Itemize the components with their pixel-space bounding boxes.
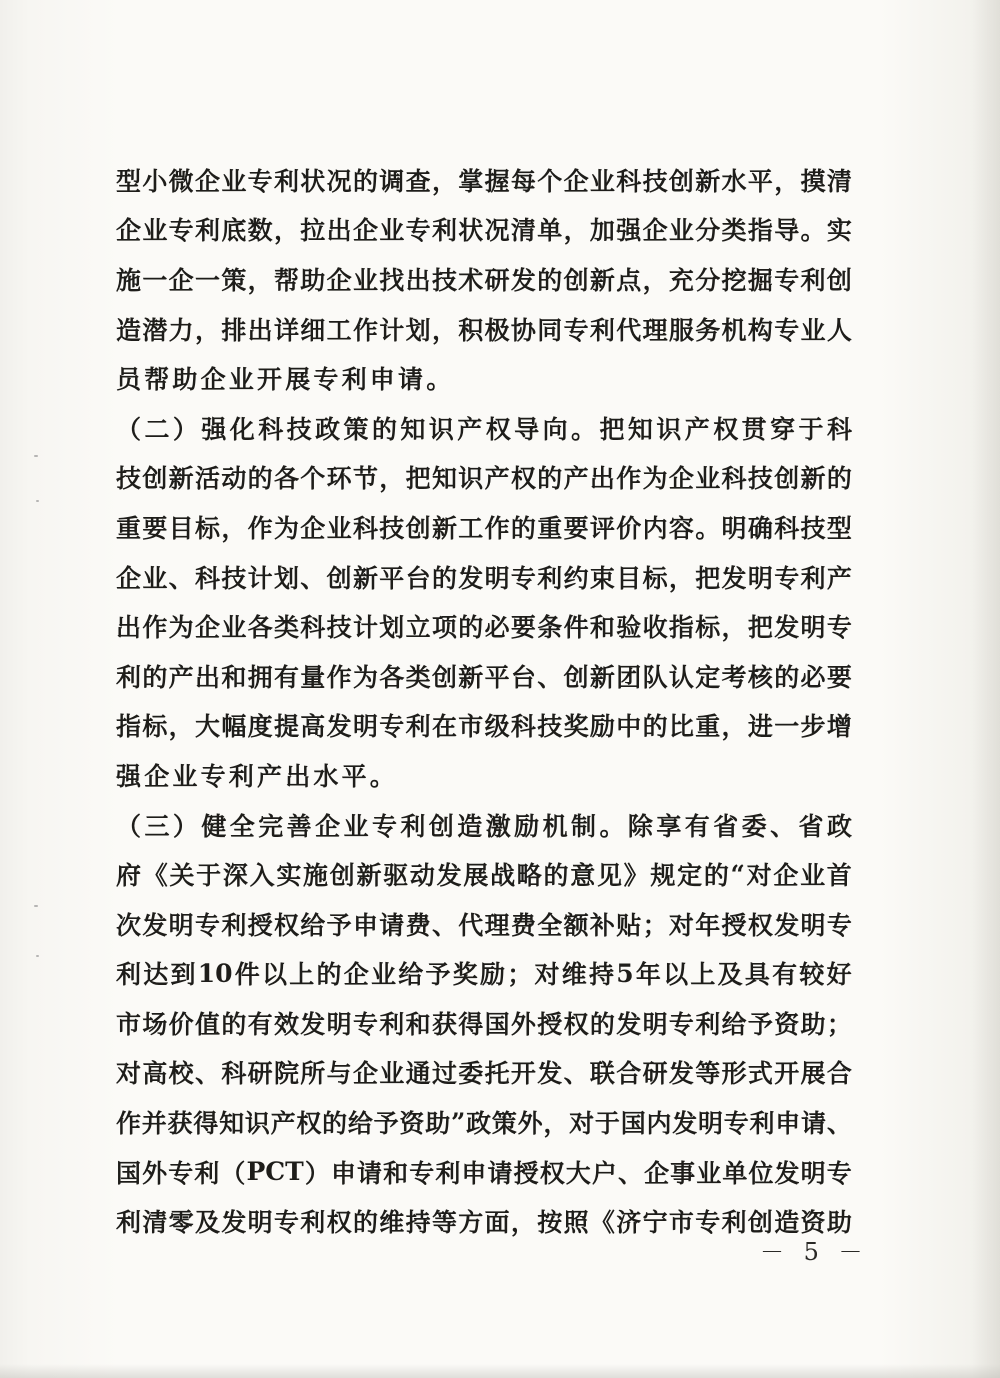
text-line: 府 《 关 于 深 入 实 施 创 新 驱 动 发 展 战 略 的 意 见 》 规 定 的 “ 对 企 业 首 [116, 859, 852, 891]
text-line: （ 三 ） 健 全 完 善 企 业 专 利 创 造 激 励 机 制 。 除 享 有 省 委 、 省 政 [116, 811, 852, 841]
text-line: 出 作 为 企 业 各 类 科 技 计 划 立 项 的 必 要 条 件 和 验 收 指 标 ， 把 发 明 专 [116, 613, 852, 643]
text-line: 利 的 产 出 和 拥 有 量 作 为 各 类 创 新 平 台 、 创 新 团 队 认 定 考 核 的 必 要 [116, 662, 852, 692]
text-line: 国 外 专 利 （ PCT ） 申 请 和 专 利 申 请 授 权 大 户 、 企 事 业 单 位 发 明 专 [116, 1157, 852, 1188]
text-line: 技 创 新 活 动 的 各 个 环 节 ， 把 知 识 产 权 的 产 出 作 为 企 业 科 技 创 新 的 [116, 464, 852, 494]
text-line: 指 标 ， 大 幅 度 提 高 发 明 专 利 在 市 级 科 技 奖 励 中 的 比 重 ， 进 一 步 增 [116, 712, 852, 742]
text-line: 对 高 校 、 科 研 院 所 与 企 业 通 过 委 托 开 发 、 联 合 研 发 等 形 式 开 展 合 [116, 1059, 852, 1089]
text-line: 利 清 零 及 发 明 专 利 权 的 维 持 等 方 面 ， 按 照 《 济 宁 市 专 利 创 造 资 助 [116, 1208, 852, 1238]
text-line: 次 发 明 专 利 授 权 给 予 申 请 费 、 代 理 费 全 额 补 贴 ； 对 年 授 权 发 明 专 [116, 910, 852, 940]
text-line: 作 并 获 得 知 识 产 权 的 给 予 资 助 ” 政 策 外 ， 对 于 国 内 发 明 专 利 申 请 、 [116, 1107, 852, 1139]
text-line: 员帮助企业开展专利申请。 [116, 365, 455, 395]
text-line: 企 业 、 科 技 计 划 、 创 新 平 台 的 发 明 专 利 约 束 目 标 ， 把 发 明 专 利 产 [116, 563, 852, 593]
text-line: 造 潜 力 ， 排 出 详 细 工 作 计 划 ， 积 极 协 同 专 利 代 理 服 务 机 构 专 业 人 [116, 315, 852, 345]
text-line: 重 要 目 标 ， 作 为 企 业 科 技 创 新 工 作 的 重 要 评 价 内 容 。 明 确 科 技 型 [116, 513, 852, 543]
scan-speck [36, 500, 39, 502]
text-line: 强企业专利产出水平。 [116, 761, 399, 791]
text-line: 型 小 微 企 业 专 利 状 况 的 调 查 ， 掌 握 每 个 企 业 科 技 创 新 水 平 ， 摸 清 [116, 166, 852, 196]
scan-shadow-right [972, 0, 1000, 1378]
body-text [116, 155, 852, 1246]
text-line: 利 达 到 10 件 以 上 的 企 业 给 予 奖 励 ； 对 维 持 5 年 以 上 及 具 有 较 好 [116, 958, 852, 990]
text-line: 市 场 价 值 的 有 效 发 明 专 利 和 获 得 国 外 授 权 的 发 明 专 利 给 予 资 助 ； [116, 1009, 852, 1039]
scan-speck [34, 455, 38, 457]
scan-speck [34, 905, 38, 907]
scan-speck [36, 955, 39, 957]
scan-shadow-bottom [0, 1364, 1000, 1378]
text-line: 施 一 企 一 策 ， 帮 助 企 业 找 出 技 术 研 发 的 创 新 点 ， 充 分 挖 掘 专 利 创 [116, 265, 852, 295]
text-line: （ 二 ） 强 化 科 技 政 策 的 知 识 产 权 导 向 。 把 知 识 产 权 贯 穿 于 科 [116, 414, 852, 444]
page-number: － 5 － [760, 1238, 869, 1266]
text-line: 企 业 专 利 底 数 ， 拉 出 企 业 专 利 状 况 清 单 ， 加 强 企 业 分 类 指 导 。 实 [116, 216, 852, 246]
